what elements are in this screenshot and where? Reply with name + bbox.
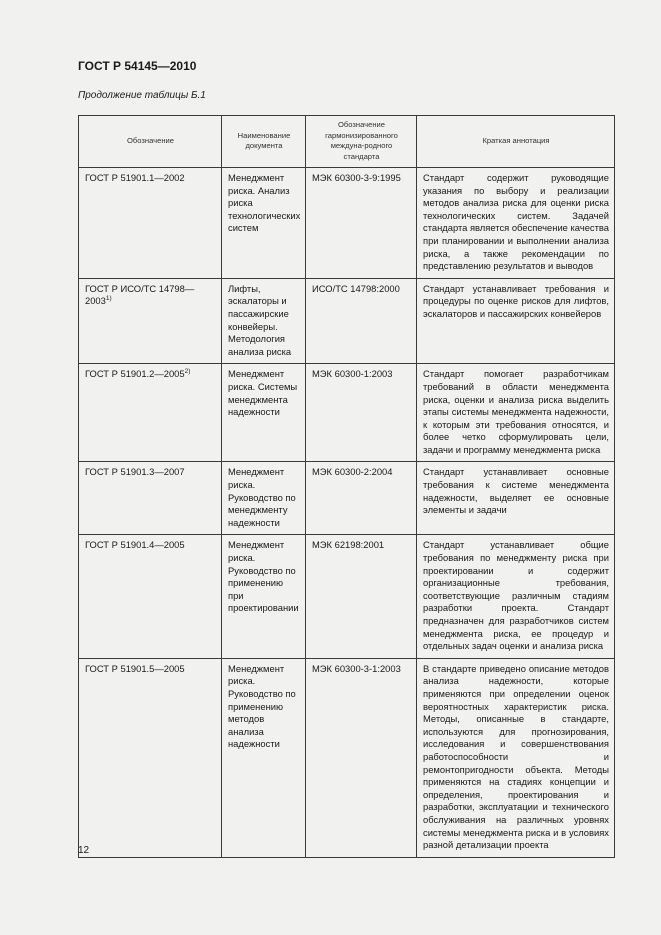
cell-intl: МЭК 60300-2:2004 bbox=[306, 462, 417, 535]
cell-annotation: Стандарт устанавливает основные требования к системе менеджмента надежности, выделяет ее основные элементы и задачи bbox=[417, 462, 615, 535]
cell-name: Менеджмент риска. Руководство по применению при проектировании bbox=[222, 535, 306, 658]
table-row bbox=[79, 658, 615, 857]
cell-annotation: Стандарт помогает разработчикам требований в области менеджмента риска, оценки и анализа риска выделить этапы системы менеджмента надежности, к которым эти требования относятся, и более четко сформулировать цели, задачи и программу менеджмента риска bbox=[417, 364, 615, 462]
cell-designation: ГОСТ Р 51901.4—2005 bbox=[79, 535, 222, 658]
page-number: 12 bbox=[78, 845, 90, 856]
cell-intl: ИСО/ТС 14798:2000 bbox=[306, 278, 417, 364]
document-header: ГОСТ Р 54145—2010 bbox=[78, 59, 197, 73]
table-row bbox=[79, 364, 615, 462]
footnote-marker: 2) bbox=[184, 368, 191, 376]
cell-name: Лифты, эскалаторы и пассажирские конвейеры. Методология анализа риска bbox=[222, 278, 306, 364]
cell-name: Менеджмент риска. Руководство по применению методов анализа надежности bbox=[222, 658, 306, 857]
col-header-name: Наименование документа bbox=[222, 116, 306, 168]
cell-designation: ГОСТ Р 51901.3—2007 bbox=[79, 462, 222, 535]
table-row bbox=[79, 535, 615, 658]
table-row bbox=[79, 168, 615, 279]
cell-name: Менеджмент риска. Анализ риска технологических систем bbox=[222, 168, 306, 279]
cell-designation: ГОСТ Р ИСО/ТС 14798—2003$^{1)}$ bbox=[79, 278, 222, 364]
standards-table bbox=[78, 115, 615, 858]
cell-annotation: Стандарт устанавливает общие требования по менеджменту риска при проектировании и содержит организационные требования, соответствующие различным стадиям разработки проекта. Стандарт предназначен для разработчиков систем менеджмента риска, ее процедур и отдельных задач оценки и анализа риска bbox=[417, 535, 615, 658]
cell-intl: МЭК 60300-3-9:1995 bbox=[306, 168, 417, 279]
footnote-marker: 1) bbox=[105, 295, 112, 303]
cell-annotation: В стандарте приведено описание методов анализа надежности, которые применяются при определении оценок вероятностных характеристик риска. Методы, описанные в стандарте, используются для прогнозирования, исследования и совершенствования работоспособности и ремонтопригодности объекта. Методы применяются на стадиях концепции и определения, проектирования и разработки, эксплуатации и технического обслуживания на различных уровнях системы менеджмента риска и в условиях разной детализации проекта bbox=[417, 658, 615, 857]
cell-designation: ГОСТ Р 51901.5—2005 bbox=[79, 658, 222, 857]
cell-designation: ГОСТ Р 51901.1—2002 bbox=[79, 168, 222, 279]
cell-name: Менеджмент риска. Системы менеджмента надежности bbox=[222, 364, 306, 462]
table-row bbox=[79, 462, 615, 535]
table-header-row bbox=[79, 116, 615, 168]
col-header-annotation: Краткая аннотация bbox=[417, 116, 615, 168]
table-caption: Продолжение таблицы Б.1 bbox=[78, 90, 206, 101]
cell-designation: ГОСТ Р 51901.2—2005$^{2)}$ bbox=[79, 364, 222, 462]
cell-annotation: Стандарт устанавливает требования и процедуры по оценке рисков для лифтов, эскалаторов и пассажирских конвейеров bbox=[417, 278, 615, 364]
col-header-intl: Обозначение гармонизированного междуна-родного стандарта bbox=[306, 116, 417, 168]
cell-intl: МЭК 60300-1:2003 bbox=[306, 364, 417, 462]
cell-intl: МЭК 60300-3-1:2003 bbox=[306, 658, 417, 857]
col-header-designation: Обозначение bbox=[79, 116, 222, 168]
cell-intl: МЭК 62198:2001 bbox=[306, 535, 417, 658]
cell-annotation: Стандарт содержит руководящие указания по выбору и реализации методов анализа риска для оценки риска технологических систем. Задачей стандарта является обеспечение качества при планировании и выполнении анализа риска, а также рекомендации по представлению результатов и выводов bbox=[417, 168, 615, 279]
table-row bbox=[79, 278, 615, 364]
cell-name: Менеджмент риска. Руководство по менеджменту надежности bbox=[222, 462, 306, 535]
